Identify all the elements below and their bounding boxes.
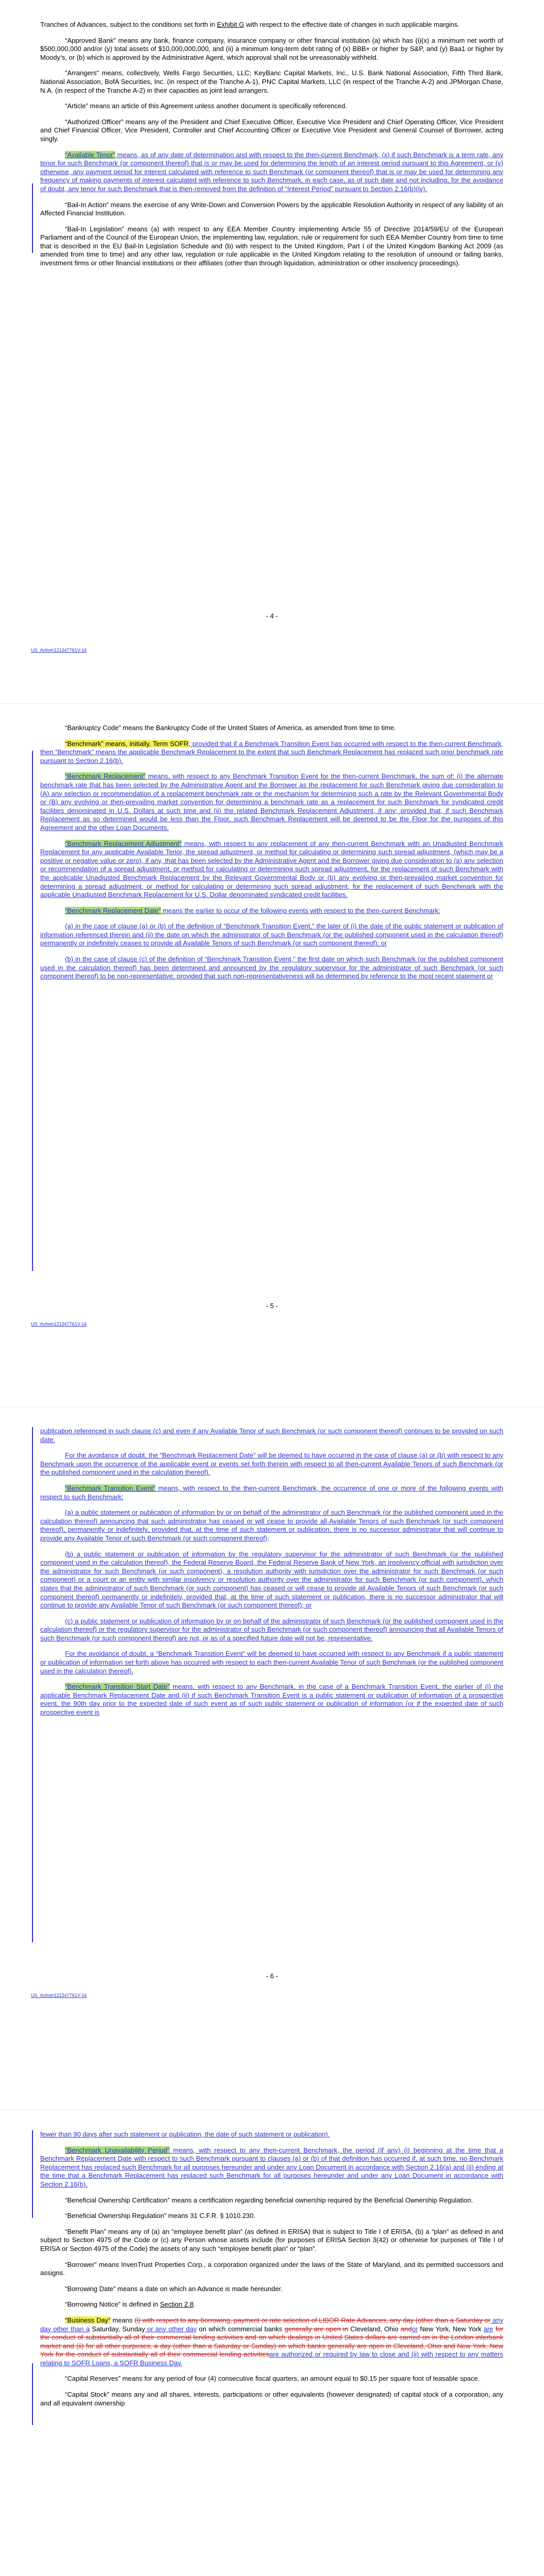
definition-bail-in-legislation: “Bail-In Legislation” means (a) with respect to any EEA Member Country implementing Article 55 of Directive 2014/59/EU of the European Parliament and of the Council of the European Union, the implementing law, regulation, rule or requirement for such EEA Member Country from time to time that is described in the EU Bail-In Legislation Schedule and (b) with respect to the United Kingdom, Part I of the United Kingdom Banking Act 2009 (as amended from time to time) and any other law, regulation or rule applicable in the United Kingdom relating to the resolution of unsound or failing banks, investment firms or other financial institutions or their affiliates (other than through liquidation, administration or other insolvency proceedings). (40, 225, 503, 267)
definition-bankruptcy-code: “Bankruptcy Code” means the Bankruptcy Code of the United States of America, as amended from time to time. (65, 724, 396, 732)
document-id: US_Active\121347761V-16 (31, 648, 87, 653)
page-body (40, 1427, 503, 1724)
definition-capital-reserves: “Capital Reserves” means for any period of four (4) consecutive fiscal quarters, an amount equal to $0.15 per square foot of leasable space. (65, 2375, 480, 2383)
page-7 (0, 2117, 544, 2576)
continuation-paragraph: publication referenced in such clause (c) and even if any Available Tenor of such Benchmark (or such component thereof) continues to be provided on such date. (40, 1427, 503, 1444)
definition-benchmark-transition-start-date: “Benchmark Transition Start Date” means, with respect to any Benchmark, in the case of a Benchmark Transition Event, the earlier of (i) the applicable Benchmark Replacement Date and (ii) if such Benchmark Transition Event is a public statement or publication of information of a prospective event, the 90th day prior to the expected date of such event as of such public statement or publication of information (or if the expected date of such prospective event is (40, 1683, 503, 1717)
page-number: - 5 - (266, 1302, 278, 1310)
clause-b: (b) in the case of clause (c) of the definition of “Benchmark Transition Event,” the first date on which such Benchmark (or the published component used in the calculation thereof) has been determined and announced by the regulatory supervisor for the administrator of such Benchmark (or such component thereof) to be non-representative; provided that such non-representativeness will be determined by reference to the most recent statement or (40, 955, 503, 980)
clause-a: (a) in the case of clause (a) or (b) of the definition of “Benchmark Transition Event,” the later of (i) the date of the public statement or publication of information referenced therein and (ii) the date on which the administrator of such Benchmark (or the published component used in the calculation thereof) permanently or indefinitely ceases to provide all Available Tenors of such Benchmark (or such component thereof); or (40, 922, 503, 947)
page-separator (0, 1406, 544, 1414)
definition-available-tenor: “Available Tenor” means, as of any date of determination and with respect to the then-current Benchmark, (x) if such Benchmark is a term rate, any tenor for such Benchmark (or component thereof) that is or may be used for determining the length of an interest period pursuant to this Agreement, or (y) otherwise, any payment period for interest calculated with reference to such Benchmark (or component thereof) that is or may be used for determining any frequency of making payments of interest calculated with reference to such Benchmark, in each case, as of such date and not including, for the avoidance of doubt, any tenor for such Benchmark that is then-removed from the definition of “Interest Period” pursuant to Section 2.16(b)(iv). (40, 150, 503, 193)
page-number: - 6 - (266, 1972, 278, 1980)
page-body (40, 724, 503, 988)
page-6 (0, 1414, 544, 2110)
definition-bail-in-action: “Bail-In Action” means the exercise of any Write-Down and Conversion Powers by the applicable Resolution Authority in respect of any liability of an Affected Financial Institution. (40, 200, 503, 217)
change-bar (32, 2130, 33, 2218)
definition-borrower: “Borrower” means InvenTrust Properties Corp., a corporation organized under the laws of the State of Maryland, and its permitted successors and assigns. (40, 2260, 503, 2277)
definition-borrowing-date: “Borrowing Date” means a date on which an Advance is made hereunder. (65, 2284, 283, 2293)
exhibit-g-link[interactable]: Exhibit G (217, 21, 244, 28)
definition-benchmark-transition-event: “Benchmark Transition Event” means, with respect to the then-current Benchmark, the occurrence of one or more of the following events with respect to such Benchmark: (40, 1484, 503, 1501)
change-bar (32, 183, 33, 253)
page-body (40, 21, 503, 275)
definition-benchmark-unavailability-period: “Benchmark Unavailability Period” means, with respect to any then-current Benchmark, the period (if any) (i) beginning at the time that a Benchmark Replacement Date with respect to such Benchmark pursuant to clauses (a) or (b) of that definition has occurred if, at such time, no Benchmark Replacement has replaced such Benchmark for all purposes hereunder and under any Loan Document in accordance with Section 2.16(a) and (ii) ending at the time that a Benchmark Replacement has replaced such Benchmark for all purposes hereunder and under any Loan Document in accordance with Section 2.16(b). (40, 2146, 503, 2188)
definition-approved-bank: “Approved Bank” means any bank, finance company, insurance company or other financial institution (a) which has (i)(x) a minimum net worth of $500,000,000 and/or (y) total assets of $10,000,000,000, and (ii) a minimum long-term debt rating of (x) BBB+ or higher by S&P, and (y) Baa1 or higher by Moody’s, or (b) which is approved by the Administrative Agent, which approval shall not be unreasonably withheld. (40, 36, 503, 61)
page-separator (0, 2110, 544, 2117)
section-2-8-link[interactable]: Section 2.8 (160, 2300, 194, 2309)
definition-business-day: “Business Day” means (i) with respect to any borrowing, payment or rate selection of LIBOR Rate Advances, any day (other than a Saturday or any day other than a Saturday, Sunday or any other day on which commercial banks generally are open in Cleveland, Ohio andor New York, New York are for the conduct of substantially all of their commercial lending activities and on which dealings in United States dollars are carried on in the London interbank market and (ii) for all other purposes, a day (other than a Saturday or Sunday) on which banks generally are open in Cleveland, Ohio and New York, New York for the conduct of substantially all of their commercial lending activitiesare authorized or required by law to close and (ii) with respect to any matters relating to SOFR Loans, a SOFR Business Day. (40, 2316, 503, 2367)
page-body (40, 2130, 503, 2415)
definition-benchmark-replacement: “Benchmark Replacement” means, with respect to any Benchmark Transition Event for the then-current Benchmark, the sum of: (i) the alternate benchmark rate that has been selected by the Administrative Agent and the Borrower as the replacement for such Benchmark giving due consideration to (A) any selection or recommendation of a replacement benchmark rate or the mechanism for determining such a rate by the Relevant Governmental Body or (B) any evolving or then-prevailing market convention for determining a benchmark rate as a replacement for such Benchmark for syndicated credit facilities denominated in U.S. Dollars at such time and (ii) the related Benchmark Replacement Adjustment, if any; provided that, if such Benchmark Replacement as so determined would be less than the Floor, such Benchmark Replacement will be deemed to be the Floor for the purposes of this Agreement and the other Loan Documents. (40, 772, 503, 832)
definition-benchmark-replacement-date: “Benchmark Replacement Date” means the earlier to occur of the following events with respect to the then-current Benchmark: (65, 906, 440, 914)
avoidance-of-doubt-paragraph: For the avoidance of doubt, a “Benchmark Transition Event” will be deemed to have occurred with respect to any Benchmark if a public statement or publication of information set forth above has occurred with respect to each then-current Available Tenor of such Benchmark (or the published component used in the calculation thereof). (40, 1650, 503, 1675)
definition-benchmark: “Benchmark” means, initially, Term SOFR; provided that if a Benchmark Transition Event has occurred with respect to the then-current Benchmark, then “Benchmark” means the applicable Benchmark Replacement to the extent that such Benchmark Replacement has replaced such prior benchmark rate pursuant to Section 2.16(b). (40, 739, 503, 765)
definition-borrowing-notice: “Borrowing Notice” is defined in Section 2.8. (65, 2300, 195, 2309)
paragraph-tranches: Tranches of Advances, subject to the conditions set forth in Exhibit G with respect to the effective date of changes in such applicable margins. (40, 21, 459, 28)
avoidance-of-doubt-paragraph: For the avoidance of doubt, the “Benchmark Replacement Date” will be deemed to have occurred in the case of clause (a) or (b) with respect to any Benchmark upon the occurrence of the applicable event or events set forth therein with respect to all then-current Available Tenors of such Benchmark (or the published component used in the calculation thereof). (40, 1451, 503, 1477)
clause-c: (c) a public statement or publication of information by or on behalf of the administrator of such Benchmark (or the published component used in the calculation thereof) or the regulatory supervisor for the administrator of such Benchmark (or such component thereof) announcing that all Available Tenors of such Benchmark (or such component thereof) are not, or as of a specified future date will not be, representative. (40, 1617, 503, 1642)
definition-beneficial-ownership-certification: “Beneficial Ownership Certification” means a certification regarding beneficial ownership required by the Beneficial Ownership Regulation. (65, 2196, 473, 2204)
definition-benchmark-replacement-adjustment: “Benchmark Replacement Adjustment” means, with respect to any replacement of any then-current Benchmark with an Unadjusted Benchmark Replacement for any applicable Available Tenor, the spread adjustment, or method for calculating or determining such spread adjustment, (which may be a positive or negative value or zero), if any, that has been selected by the Administrative Agent and the Borrower giving due consideration to (a) any selection or recommendation of a spread adjustment, or method for calculating or determining such spread adjustment, for the replacement of such Benchmark with the applicable Unadjusted Benchmark Replacement by the Relevant Governmental Body or (b) any evolving or then-prevailing market convention for determining a spread adjustment, or method for calculating or determining such spread adjustment, for the replacement of such Benchmark with the applicable Unadjusted Benchmark Replacement for U.S. Dollar denominated syndicated credit facilities. (40, 839, 504, 899)
definition-article: “Article” means an article of this Agreement unless another document is specifically referenced. (65, 102, 347, 110)
definition-benefit-plan: “Benefit Plan” means any of (a) an “employee benefit plan” (as defined in ERISA) that is subject to Title I of ERISA, (b) a “plan” as defined in and subject to Section 4975 of the Code or (c) any Person whose assets include (for purposes of ERISA Section 3(42) or otherwise for purposes of Title I of ERISA or Section 4975 of the Code) the assets of any such “employee benefit plan” or “plan”. (40, 2227, 503, 2252)
page-separator (0, 703, 544, 711)
clause-a: (a) a public statement or publication of information by or on behalf of the administrator of such Benchmark (or the published component used in the calculation thereof) announcing that such administrator has ceased or will cease to provide all Available Tenors of such Benchmark (or such component thereof), permanently or indefinitely, provided that, at the time of such statement or publication, there is no successor administrator that will continue to provide any Available Tenor of such Benchmark (or such component thereof); (40, 1509, 503, 1542)
definition-capital-stock: “Capital Stock” means any and all shares, interests, participations or other equivalents (however designated) of capital stock of a corporation, any and all equivalent ownership (40, 2391, 503, 2407)
definition-arrangers: “Arrangers” means, collectively, Wells Fargo Securities, LLC; KeyBanc Capital Markets, Inc., U.S. Bank National Association, Fifth Third Bank, National Association, BofA Securities, Inc. (in respect of the Tranche A-1), PNC Capital Markets, LLC (in respect of the Tranche A-2) and JPMorgan Chase, N.A. (in respect of the Tranche A-2) in their capacities as joint lead arrangers. (40, 69, 503, 94)
continuation-paragraph: fewer than 90 days after such statement or publication, the date of such statement or publication). (40, 2130, 330, 2138)
page-number: - 4 - (266, 612, 278, 620)
clause-b: (b) a public statement or publication of information by the regulatory supervisor for the administrator of such Benchmark (or the published component used in the calculation thereof), the Federal Reserve Board, the Federal Reserve Bank of New York, an insolvency official with jurisdiction over the administrator for such Benchmark (or such component), a resolution authority with jurisdiction over the administrator for such Benchmark (or such component) or a court or an entity with similar insolvency or resolution authority over the administrator for such Benchmark (or such component), which states that the administrator of such Benchmark (or such component) has ceased or will cease to provide all Available Tenors of such Benchmark (or such component thereof) permanently or indefinitely, provided that, at the time of such statement or publication, there is no successor administrator that will continue to provide any Available Tenor of such Benchmark (or such component thereof); or (40, 1550, 503, 1609)
change-bar (32, 2363, 33, 2425)
change-bar (32, 751, 33, 1271)
document-id: US_Active\121347761V-16 (31, 1993, 87, 1998)
page-5 (0, 710, 544, 1406)
document-id: US_Active\121347761V-16 (31, 1321, 87, 1327)
definition-authorized-officer: “Authorized Officer” means any of the President and Chief Executive Officer, Executive Vice President and Chief Operating Officer, Vice President and Chief Financial Officer, Vice President, Controller and Chief Accounting Officer or Executive Vice President and General Counsel of Borrower, acting singly. (40, 117, 503, 143)
definition-beneficial-ownership-regulation: “Beneficial Ownership Regulation” means 31 C.F.R. § 1010.230. (65, 2212, 256, 2220)
page-4 (0, 0, 544, 703)
change-bar (32, 1427, 33, 1942)
